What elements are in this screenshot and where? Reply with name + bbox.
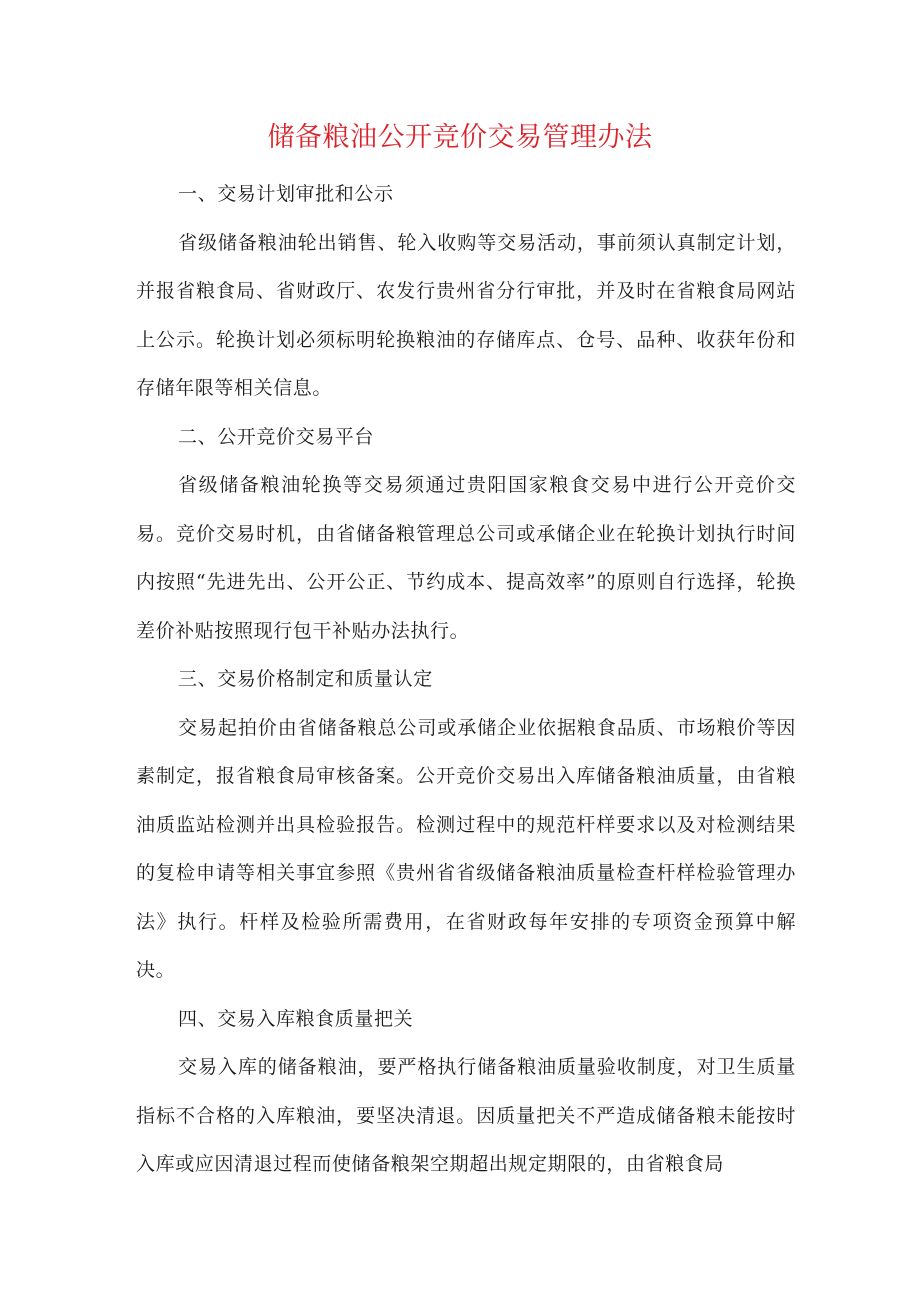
section-body-3: 交易起拍价由省储备粮总公司或承储企业依据粮食品质、市场粮价等因素制定，报省粮食局审核备案。公开竞价交易出入库储备粮油质量，由省粮油质监站检测并出具检验报告。检测过程中的规范杆样要求以及对检测结果的复检申请等相关事宜参照《贵州省省级储备粮油质量检查杆样检验管理办法》执行。杆样及检验所需费用，在省财政每年安排的专项资金预算中解决。	[136, 716, 796, 981]
section-heading-3: 三、交易价格制定和质量认定	[178, 668, 433, 690]
section-heading-2: 二、公开竞价交易平台	[178, 425, 375, 448]
document-title: 储备粮油公开竞价交易管理办法	[267, 122, 653, 153]
section-heading-1: 一、交易计划审批和公示	[178, 183, 394, 205]
document-body	[136, 170, 796, 1189]
section-heading-4: 四、交易入库粮食质量把关	[178, 1007, 414, 1030]
section-body-4: 交易入库的储备粮油，要严格执行储备粮油质量验收制度，对卫生质量指标不合格的入库粮油，要坚决清退。因质量把关不严造成储备粮未能按时入库或应因清退过程而使储备粮架空期超出规定期限的，由省粮食局	[136, 1056, 796, 1175]
section-body-2: 省级储备粮油轮换等交易须通过贵阳国家粮食交易中进行公开竞价交易。竞价交易时机，由省储备粮管理总公司或承储企业在轮换计划执行时间内按照“先进先出、公开公正、节约成本、提高效率”的原则自行选择，轮换差价补贴按照现行包干补贴办法执行。	[136, 474, 796, 642]
section-body-1: 省级储备粮油轮出销售、轮入收购等交易活动，事前须认真制定计划，并报省粮食局、省财政厅、农发行贵州省分行审批，并及时在省粮食局网站上公示。轮换计划必须标明轮换粮油的存储库点、仓号、品种、收获年份和存储年限等相关信息。	[136, 231, 796, 399]
